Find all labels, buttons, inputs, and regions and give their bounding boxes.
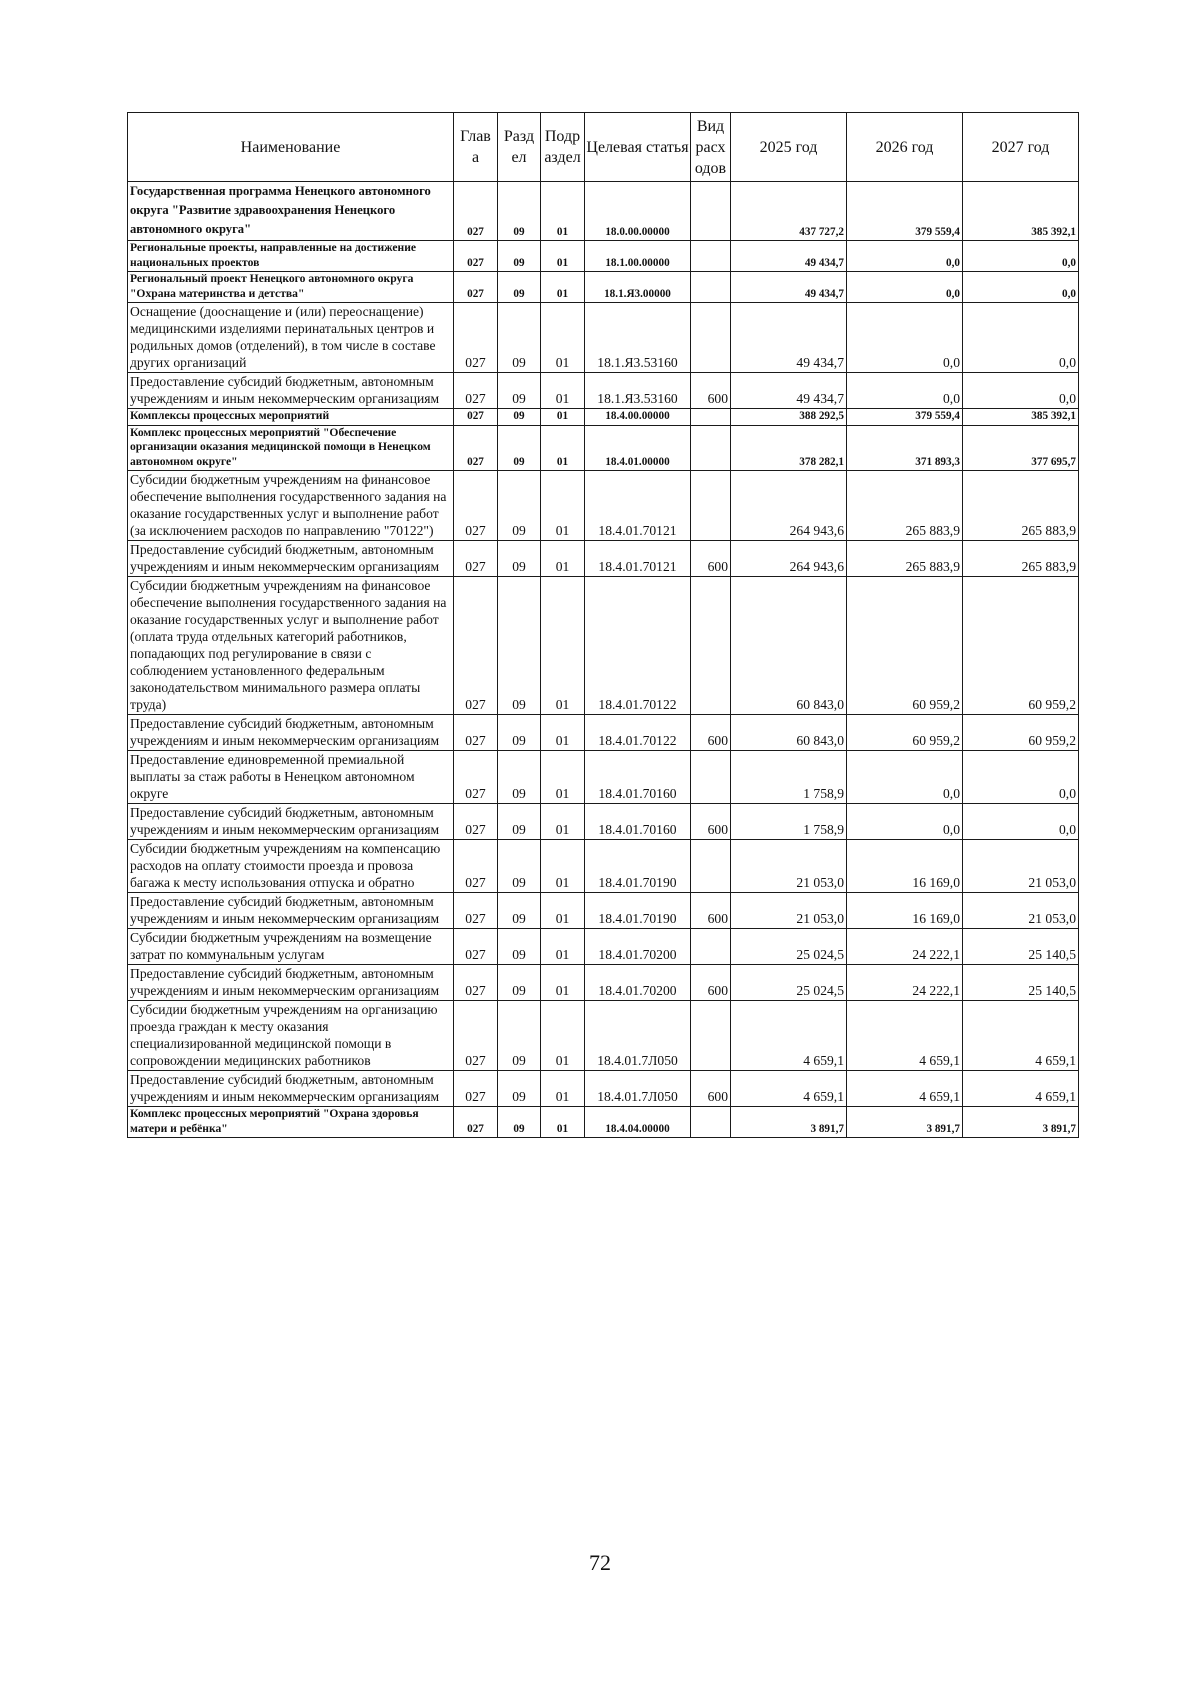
row-target: 18.1.Я3.53160 <box>585 303 691 373</box>
row-2027: 4 659,1 <box>963 1001 1079 1071</box>
row-2027: 21 053,0 <box>963 893 1079 929</box>
row-glava: 027 <box>454 804 498 840</box>
row-2027: 25 140,5 <box>963 965 1079 1001</box>
row-razdel: 09 <box>498 471 541 541</box>
row-podrazdel: 01 <box>541 373 585 409</box>
row-2027: 385 392,1 <box>963 182 1079 241</box>
row-podrazdel: 01 <box>541 840 585 893</box>
row-vid <box>691 182 731 241</box>
row-2027: 265 883,9 <box>963 541 1079 577</box>
row-2027: 60 959,2 <box>963 577 1079 715</box>
row-glava: 027 <box>454 893 498 929</box>
table-header-row <box>128 113 1079 182</box>
row-podrazdel: 01 <box>541 272 585 303</box>
row-vid <box>691 929 731 965</box>
row-razdel: 09 <box>498 1001 541 1071</box>
row-podrazdel: 01 <box>541 751 585 804</box>
row-podrazdel: 01 <box>541 425 585 471</box>
row-vid <box>691 1107 731 1138</box>
row-target: 18.4.01.00000 <box>585 425 691 471</box>
row-name: Субсидии бюджетным учреждениям на возмещение затрат по коммунальным услугам <box>128 929 454 965</box>
row-2027: 0,0 <box>963 272 1079 303</box>
row-name: Предоставление субсидий бюджетным, автономным учреждениям и иным некоммерческим организациям <box>128 1071 454 1107</box>
row-2027: 0,0 <box>963 804 1079 840</box>
row-2025: 1 758,9 <box>731 751 847 804</box>
row-target: 18.4.01.70200 <box>585 929 691 965</box>
row-2025: 1 758,9 <box>731 804 847 840</box>
row-name: Предоставление субсидий бюджетным, автономным учреждениям и иным некоммерческим организациям <box>128 965 454 1001</box>
row-2027: 0,0 <box>963 241 1079 272</box>
row-vid: 600 <box>691 1071 731 1107</box>
row-glava: 027 <box>454 577 498 715</box>
row-razdel: 09 <box>498 182 541 241</box>
row-2025: 378 282,1 <box>731 425 847 471</box>
row-name: Субсидии бюджетным учреждениям на компенсацию расходов на оплату стоимости проезда и провоза багажа к месту использования отпуска и обратно <box>128 840 454 893</box>
table-row <box>128 303 1079 373</box>
table-row <box>128 373 1079 409</box>
row-2026: 371 893,3 <box>847 425 963 471</box>
row-2026: 0,0 <box>847 804 963 840</box>
table-row <box>128 751 1079 804</box>
row-podrazdel: 01 <box>541 182 585 241</box>
header-glava: Глав а <box>454 113 498 182</box>
row-podrazdel: 01 <box>541 715 585 751</box>
row-podrazdel: 01 <box>541 1071 585 1107</box>
row-2026: 265 883,9 <box>847 541 963 577</box>
row-2027: 377 695,7 <box>963 425 1079 471</box>
row-glava: 027 <box>454 303 498 373</box>
row-vid <box>691 425 731 471</box>
table-row <box>128 409 1079 426</box>
page-number: 72 <box>589 1550 611 1575</box>
row-glava: 027 <box>454 241 498 272</box>
row-target: 18.4.01.70122 <box>585 715 691 751</box>
row-podrazdel: 01 <box>541 929 585 965</box>
row-2025: 437 727,2 <box>731 182 847 241</box>
row-2027: 60 959,2 <box>963 715 1079 751</box>
row-2026: 0,0 <box>847 303 963 373</box>
row-name: Комплекс процессных мероприятий "Обеспечение организации оказания медицинской помощи в Ненецком автономном округе" <box>128 425 454 471</box>
row-vid <box>691 840 731 893</box>
row-target: 18.4.00.00000 <box>585 409 691 426</box>
row-2027: 21 053,0 <box>963 840 1079 893</box>
row-name: Оснащение (дооснащение и (или) переоснащение) медицинскими изделиями перинатальных центров и родильных домов (отделений), в том числе в составе других организаций <box>128 303 454 373</box>
row-2026: 24 222,1 <box>847 965 963 1001</box>
row-2026: 379 559,4 <box>847 182 963 241</box>
row-2027: 0,0 <box>963 303 1079 373</box>
row-2026: 265 883,9 <box>847 471 963 541</box>
row-2026: 0,0 <box>847 241 963 272</box>
table-row <box>128 577 1079 715</box>
row-target: 18.4.01.7Л050 <box>585 1071 691 1107</box>
table-row <box>128 1071 1079 1107</box>
row-2025: 4 659,1 <box>731 1071 847 1107</box>
row-razdel: 09 <box>498 425 541 471</box>
row-podrazdel: 01 <box>541 893 585 929</box>
header-vid: Вид расх одов <box>691 113 731 182</box>
header-2026: 2026 год <box>847 113 963 182</box>
row-target: 18.1.Я3.00000 <box>585 272 691 303</box>
table-row <box>128 804 1079 840</box>
table-row <box>128 541 1079 577</box>
row-podrazdel: 01 <box>541 965 585 1001</box>
row-podrazdel: 01 <box>541 577 585 715</box>
row-vid <box>691 1001 731 1071</box>
row-podrazdel: 01 <box>541 241 585 272</box>
row-glava: 027 <box>454 471 498 541</box>
row-2025: 264 943,6 <box>731 541 847 577</box>
row-2026: 16 169,0 <box>847 840 963 893</box>
row-razdel: 09 <box>498 1107 541 1138</box>
row-name: Предоставление субсидий бюджетным, автономным учреждениям и иным некоммерческим организациям <box>128 715 454 751</box>
row-2025: 3 891,7 <box>731 1107 847 1138</box>
row-2025: 264 943,6 <box>731 471 847 541</box>
row-target: 18.4.04.00000 <box>585 1107 691 1138</box>
row-2027: 0,0 <box>963 373 1079 409</box>
row-target: 18.4.01.70190 <box>585 893 691 929</box>
row-2026: 0,0 <box>847 751 963 804</box>
table-row <box>128 929 1079 965</box>
row-glava: 027 <box>454 1001 498 1071</box>
header-2025: 2025 год <box>731 113 847 182</box>
row-glava: 027 <box>454 715 498 751</box>
row-razdel: 09 <box>498 929 541 965</box>
header-razdel: Разд ел <box>498 113 541 182</box>
row-2025: 49 434,7 <box>731 303 847 373</box>
row-razdel: 09 <box>498 965 541 1001</box>
row-2025: 49 434,7 <box>731 373 847 409</box>
table-row <box>128 715 1079 751</box>
row-name: Комплекс процессных мероприятий "Охрана здоровья матери и ребёнка" <box>128 1107 454 1138</box>
row-vid <box>691 303 731 373</box>
row-target: 18.0.00.00000 <box>585 182 691 241</box>
row-2025: 21 053,0 <box>731 893 847 929</box>
row-name: Предоставление субсидий бюджетным, автономным учреждениям и иным некоммерческим организациям <box>128 373 454 409</box>
row-glava: 027 <box>454 541 498 577</box>
row-vid <box>691 577 731 715</box>
row-2026: 60 959,2 <box>847 715 963 751</box>
row-razdel: 09 <box>498 751 541 804</box>
row-podrazdel: 01 <box>541 1107 585 1138</box>
row-vid: 600 <box>691 715 731 751</box>
row-podrazdel: 01 <box>541 1001 585 1071</box>
row-target: 18.4.01.70122 <box>585 577 691 715</box>
row-glava: 027 <box>454 929 498 965</box>
row-name: Субсидии бюджетным учреждениям на финансовое обеспечение выполнения государственного задания на оказание государственных услуг и выполнение работ (за исключением расходов по направлению "70122") <box>128 471 454 541</box>
row-vid <box>691 471 731 541</box>
table-row <box>128 182 1079 241</box>
row-target: 18.4.01.70160 <box>585 804 691 840</box>
row-podrazdel: 01 <box>541 804 585 840</box>
header-podrazdel: Подр аздел <box>541 113 585 182</box>
row-razdel: 09 <box>498 840 541 893</box>
row-2027: 4 659,1 <box>963 1071 1079 1107</box>
row-razdel: 09 <box>498 893 541 929</box>
table-row <box>128 471 1079 541</box>
table-row <box>128 965 1079 1001</box>
row-glava: 027 <box>454 1107 498 1138</box>
row-glava: 027 <box>454 272 498 303</box>
row-2026: 379 559,4 <box>847 409 963 426</box>
row-glava: 027 <box>454 425 498 471</box>
row-razdel: 09 <box>498 1071 541 1107</box>
row-vid: 600 <box>691 373 731 409</box>
header-target: Целевая статья <box>585 113 691 182</box>
row-name: Субсидии бюджетным учреждениям на финансовое обеспечение выполнения государственного задания на оказание государственных услуг и выполнение работ (оплата труда отдельных категорий работников, попадающих под регулирование в связи с соблюдением установленного федеральным законодательством минимального размера оплаты труда) <box>128 577 454 715</box>
row-razdel: 09 <box>498 804 541 840</box>
row-target: 18.4.01.70121 <box>585 541 691 577</box>
row-2026: 24 222,1 <box>847 929 963 965</box>
row-2026: 0,0 <box>847 373 963 409</box>
row-podrazdel: 01 <box>541 409 585 426</box>
row-2025: 49 434,7 <box>731 241 847 272</box>
table-row <box>128 893 1079 929</box>
row-2027: 265 883,9 <box>963 471 1079 541</box>
row-2026: 16 169,0 <box>847 893 963 929</box>
row-podrazdel: 01 <box>541 471 585 541</box>
row-vid <box>691 409 731 426</box>
table-row <box>128 840 1079 893</box>
row-name: Предоставление единовременной премиальной выплаты за стаж работы в Ненецком автономном округе <box>128 751 454 804</box>
row-2026: 4 659,1 <box>847 1071 963 1107</box>
table-row <box>128 272 1079 303</box>
row-2027: 385 392,1 <box>963 409 1079 426</box>
table-row <box>128 1107 1079 1138</box>
row-glava: 027 <box>454 182 498 241</box>
row-name: Субсидии бюджетным учреждениям на организацию проезда граждан к месту оказания специализированной медицинской помощи в сопровождении медицинских работников <box>128 1001 454 1071</box>
row-razdel: 09 <box>498 409 541 426</box>
row-target: 18.4.01.70160 <box>585 751 691 804</box>
header-name: Наименование <box>128 113 454 182</box>
row-name: Региональный проект Ненецкого автономного округа "Охрана материнства и детства" <box>128 272 454 303</box>
row-podrazdel: 01 <box>541 541 585 577</box>
budget-table <box>127 112 1079 1138</box>
row-target: 18.1.00.00000 <box>585 241 691 272</box>
row-vid: 600 <box>691 541 731 577</box>
row-2027: 3 891,7 <box>963 1107 1079 1138</box>
row-2026: 4 659,1 <box>847 1001 963 1071</box>
row-target: 18.4.01.7Л050 <box>585 1001 691 1071</box>
row-glava: 027 <box>454 409 498 426</box>
row-name: Региональные проекты, направленные на достижение национальных проектов <box>128 241 454 272</box>
header-2027: 2027 год <box>963 113 1079 182</box>
row-2026: 3 891,7 <box>847 1107 963 1138</box>
row-razdel: 09 <box>498 373 541 409</box>
table-row <box>128 241 1079 272</box>
row-target: 18.1.Я3.53160 <box>585 373 691 409</box>
row-vid: 600 <box>691 804 731 840</box>
row-vid <box>691 272 731 303</box>
row-vid <box>691 241 731 272</box>
row-vid: 600 <box>691 965 731 1001</box>
row-name: Комплексы процессных мероприятий <box>128 409 454 426</box>
row-razdel: 09 <box>498 303 541 373</box>
row-razdel: 09 <box>498 715 541 751</box>
row-2026: 60 959,2 <box>847 577 963 715</box>
row-name: Предоставление субсидий бюджетным, автономным учреждениям и иным некоммерческим организациям <box>128 893 454 929</box>
row-target: 18.4.01.70190 <box>585 840 691 893</box>
row-2025: 25 024,5 <box>731 929 847 965</box>
row-glava: 027 <box>454 1071 498 1107</box>
row-razdel: 09 <box>498 577 541 715</box>
row-name: Предоставление субсидий бюджетным, автономным учреждениям и иным некоммерческим организациям <box>128 541 454 577</box>
table-row <box>128 425 1079 471</box>
row-glava: 027 <box>454 840 498 893</box>
row-target: 18.4.01.70200 <box>585 965 691 1001</box>
row-name: Государственная программа Ненецкого автономного округа "Развитие здравоохранения Ненецкого автономного округа" <box>128 182 454 241</box>
row-2025: 49 434,7 <box>731 272 847 303</box>
row-2025: 4 659,1 <box>731 1001 847 1071</box>
row-2025: 60 843,0 <box>731 715 847 751</box>
row-razdel: 09 <box>498 272 541 303</box>
row-2027: 0,0 <box>963 751 1079 804</box>
row-glava: 027 <box>454 965 498 1001</box>
row-glava: 027 <box>454 373 498 409</box>
row-podrazdel: 01 <box>541 303 585 373</box>
row-2026: 0,0 <box>847 272 963 303</box>
row-vid <box>691 751 731 804</box>
table-row <box>128 1001 1079 1071</box>
row-2025: 60 843,0 <box>731 577 847 715</box>
row-vid: 600 <box>691 893 731 929</box>
row-razdel: 09 <box>498 241 541 272</box>
row-razdel: 09 <box>498 541 541 577</box>
row-2025: 388 292,5 <box>731 409 847 426</box>
row-2025: 25 024,5 <box>731 965 847 1001</box>
row-name: Предоставление субсидий бюджетным, автономным учреждениям и иным некоммерческим организациям <box>128 804 454 840</box>
row-glava: 027 <box>454 751 498 804</box>
row-2027: 25 140,5 <box>963 929 1079 965</box>
row-target: 18.4.01.70121 <box>585 471 691 541</box>
row-2025: 21 053,0 <box>731 840 847 893</box>
